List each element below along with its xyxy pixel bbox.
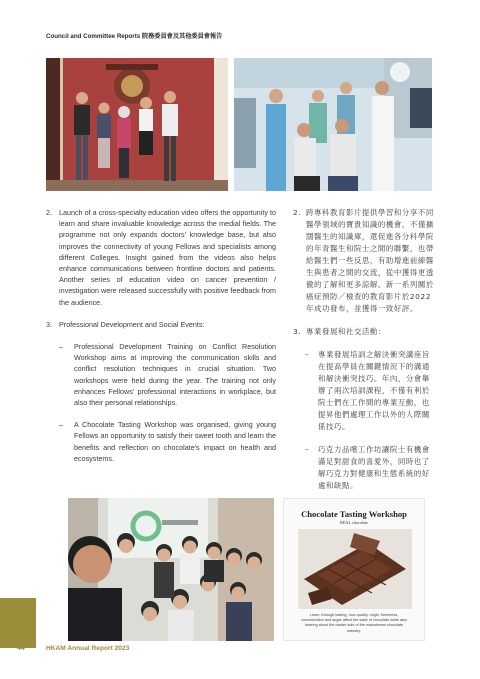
page-number: 44 (17, 645, 25, 652)
english-subitem-chocolate-workshop (59, 419, 276, 464)
item-number: 3. (293, 327, 302, 336)
footer-report-title: HKAM Annual Report 2023 (46, 645, 130, 652)
dash-bullet: – (305, 350, 310, 359)
dash-bullet: – (59, 420, 63, 430)
workshop-group-selfie (68, 498, 274, 641)
english-subitem-2-text: A Chocolate Tasting Workshop was organised, giving young Fellows an opportunity to satisfy their sweet tooth and learn the benefits and reflection on chocolate's impact on health and ecosystems. (74, 420, 276, 463)
page-header: Council and Committee Reports 院務委員會及其他委員會報告 (46, 33, 223, 40)
chinese-item-2-text: 跨專科教育影片提供學習和分享不同醫學領域的寶貴知識的機會，不僅擴闊醫生的知識庫，還促進各分科學院的年青醫生和院士之間的聯繫，也帶給醫生們一些反思，有助增進前線醫生與患者之間的交流，從中獲得更透徹的了解和更多諒解。新一系列關於癌症預防／檢查的教育影片於2022年成功發布，並獲得一致好評。 (306, 208, 434, 313)
poster-title: Chocolate Tasting Workshop (301, 509, 407, 519)
english-item-2 (46, 207, 276, 308)
item-number: 2. (46, 208, 52, 217)
footer-accent-bar (0, 598, 36, 648)
chocolate-workshop-poster (283, 498, 425, 641)
english-column (46, 207, 276, 475)
poster-description: Learn, through tasting, how quality, origin, freshness, concentration and sugar affect the taste of chocolate while also hearing about the darker side of the mainstream chocolate industry. (301, 613, 407, 633)
english-item-2-text: Launch of a cross-specialty education video offers the opportunity to learn and share invaluable knowledge across the medial fields. The programme not only expands doctors' knowledge base, but also improves the connectivity of young Fellows and specialists among different Colleges. Insight gained from the videos also helps enhance communications between frontline doctors and patients. Another series of education video on cancer prevention / investigation were released successfully with positive feedback from the audience. (59, 208, 276, 307)
chinese-subitem-2-text: 巧克力品嚐工作坊讓院士有機會滿足對甜食的喜愛外，同時也了解巧克力對健康和生態系統的好處和缺點。 (318, 445, 430, 490)
chinese-column (293, 207, 434, 503)
medical-team-photo (234, 58, 432, 191)
english-item-3 (46, 319, 276, 330)
chinese-subitem-chocolate-workshop (305, 444, 434, 492)
chinese-item-3-text: 專業發展和社交活動： (306, 327, 386, 336)
group-photo-crest (46, 58, 228, 191)
english-subitem-conflict-resolution (59, 341, 276, 408)
chinese-item-3 (293, 326, 434, 338)
item-number: 2. (293, 208, 302, 217)
item-number: 3. (46, 319, 52, 329)
english-item-3-text: Professional Development and Social Events: (59, 319, 205, 329)
chocolate-image (298, 529, 412, 609)
chinese-subitem-1-text: 專業發展培訓之解決衝突講座旨在提高學員在關鍵情況下的溝通和解決衝突技巧。年內，分會舉辦了兩次培訓課程，不僅有利於院士們在工作間的專業互動，也提昇他們處理工作以外的人際關係技巧。 (318, 350, 430, 431)
english-subitem-1-text: Professional Development Training on Conflict Resolution Workshop aims at improving the communication skills and conflict resolution techniques in crucial situation. Two workshops were held during the year. The training not only enhances Fellows' professional interactions in workplace, but also their personal relationships. (74, 342, 276, 408)
chinese-item-2 (293, 207, 434, 315)
chinese-subitem-conflict-resolution (305, 349, 434, 433)
poster-subtitle: REAL chocolate (340, 520, 368, 525)
dash-bullet: – (305, 445, 310, 454)
dash-bullet: – (59, 342, 63, 352)
